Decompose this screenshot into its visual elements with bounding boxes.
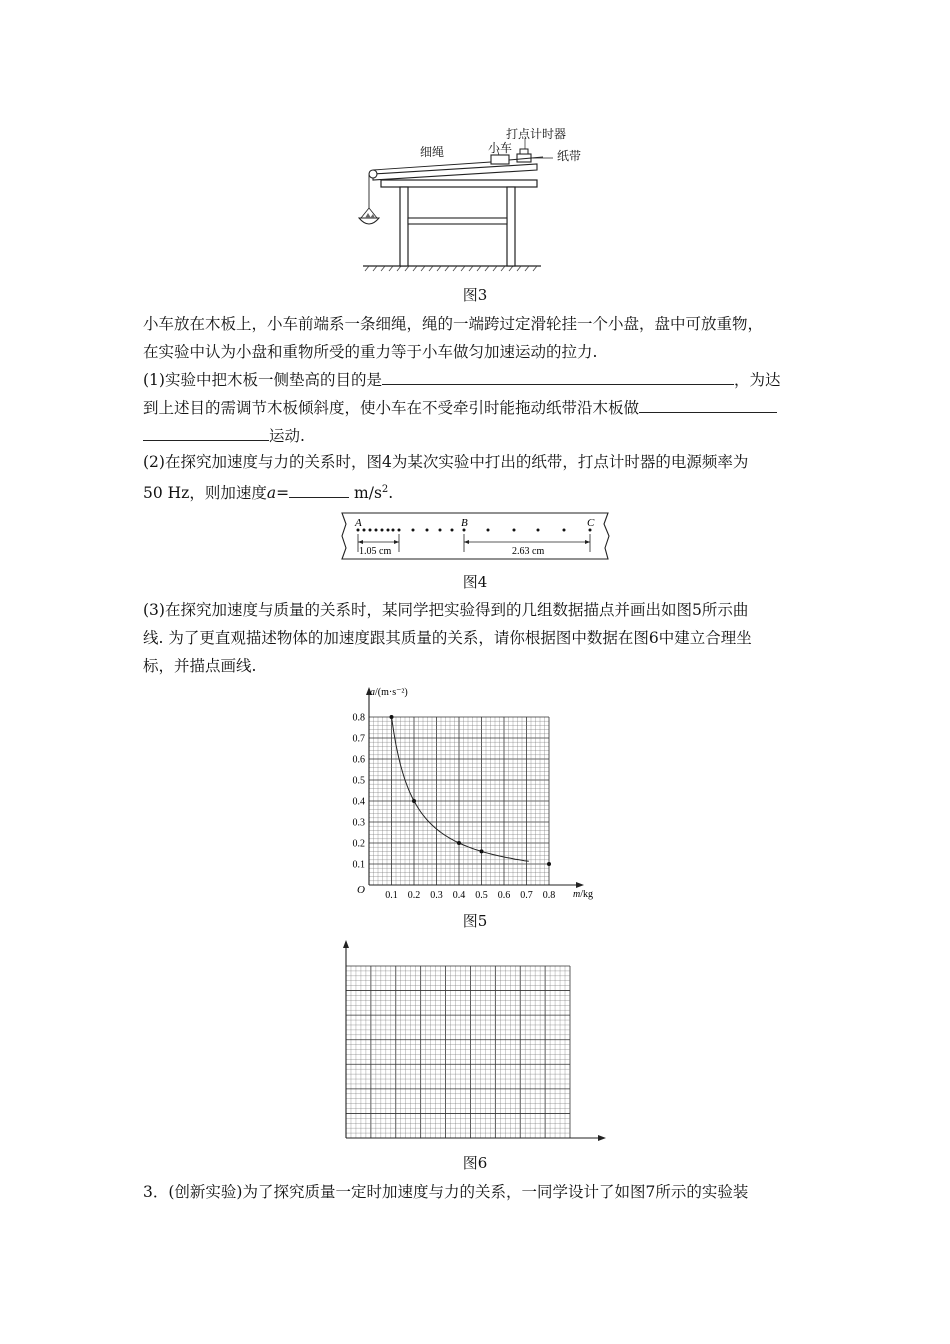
y-tick-label: 0.1 — [352, 859, 365, 871]
x-tick-label: 0.8 — [542, 890, 556, 901]
figure6-caption: 图6 — [462, 1154, 488, 1172]
figure5-chart — [345, 683, 605, 905]
q1-line-2: 到上述目的需调节木板倾斜度，使小车在不受牵引时能拖动纸带沿木板做 — [143, 394, 811, 422]
point-b-label: B — [461, 517, 468, 529]
figure5-x-label: m/kg — [573, 889, 594, 900]
q3-line-3: 标，并描点画线. — [143, 657, 257, 675]
y-tick-label: 0.8 — [352, 712, 365, 724]
x-tick-label: 0.1 — [385, 890, 398, 901]
question-2 — [143, 448, 811, 507]
intro-line-2: 在实验中认为小盘和重物所受的重力等于小车做匀加速运动的拉力. — [143, 343, 598, 361]
figure5-origin: O — [357, 884, 365, 896]
x-tick-label: 0.2 — [407, 890, 421, 901]
q2-line-2: 50 Hz，则加速度$a= m/s^2$. — [143, 476, 811, 507]
answer-blank-2-cont[interactable] — [143, 422, 269, 441]
question-4 — [143, 1178, 811, 1206]
data-point — [480, 849, 484, 853]
label-rope: 细绳 — [420, 145, 445, 159]
figure4-tape — [340, 510, 612, 562]
figure5-y-label: a/(m·s⁻²) — [370, 687, 408, 698]
x-tick-label: 0.4 — [452, 890, 466, 901]
x-tick-label: 0.5 — [475, 890, 488, 901]
question-3 — [143, 596, 811, 680]
q3-line-1: (3)在探究加速度与质量的关系时，某同学把实验得到的几组数据描点并画出如图5所示曲 — [143, 601, 749, 619]
y-tick-label: 0.6 — [352, 754, 365, 766]
x-tick-label: 0.3 — [430, 890, 443, 901]
figure5-x-arrow — [576, 882, 584, 888]
label-cart: 小车 — [488, 141, 513, 155]
y-tick-label: 0.4 — [352, 796, 365, 808]
data-point — [390, 715, 394, 719]
y-tick-label: 0.2 — [352, 838, 365, 850]
q3-line-2: 线. 为了更直观描述物体的加速度跟其质量的关系，请你根据图中数据在图6中建立合理坐 — [143, 629, 752, 647]
label-tape: 纸带 — [557, 149, 582, 163]
data-point — [412, 799, 416, 803]
y-tick-label: 0.3 — [352, 817, 365, 829]
q1-line-3: 运动. — [143, 422, 811, 450]
q1-line-1: (1)实验中把木板一侧垫高的目的是 ，为达 — [143, 366, 811, 394]
intro-line-1: 小车放在木板上，小车前端系一条细绳，绳的一端跨过定滑轮挂一个小盘，盘中可放重物， — [143, 315, 764, 333]
figure5-caption: 图5 — [462, 912, 488, 930]
answer-blank-1[interactable] — [382, 366, 734, 385]
dist-bc-label: 2.63 cm — [512, 546, 545, 557]
question-1 — [143, 366, 811, 450]
figure5-curve — [392, 717, 529, 861]
data-point — [547, 862, 551, 866]
answer-blank-3[interactable] — [289, 479, 349, 498]
figure3-caption: 图3 — [462, 286, 488, 304]
q4-line-1: 3．(创新实验)为了探究质量一定时加速度与力的关系，一同学设计了如图7所示的实验装 — [143, 1183, 749, 1201]
figure6-grid — [346, 966, 570, 1138]
x-tick-label: 0.7 — [520, 890, 533, 901]
label-timer: 打点计时器 — [506, 127, 567, 141]
y-tick-label: 0.5 — [352, 775, 365, 787]
figure4-caption: 图4 — [462, 573, 488, 591]
data-point — [457, 841, 461, 845]
point-c-label: C — [587, 517, 595, 529]
point-a-label: A — [355, 517, 362, 529]
q2-line-1: (2)在探究加速度与力的关系时，图4为某次实验中打出的纸带，打点计时器的电源频率为 — [143, 453, 749, 471]
figure5-ticks — [353, 713, 556, 902]
x-tick-label: 0.6 — [497, 890, 511, 901]
answer-blank-2[interactable] — [639, 394, 777, 413]
intro-text — [143, 310, 811, 366]
figure3-apparatus — [355, 122, 555, 272]
dist-ab-label: 1.05 cm — [359, 546, 392, 557]
y-tick-label: 0.7 — [352, 733, 365, 745]
figure6-blank-grid[interactable] — [335, 938, 615, 1148]
